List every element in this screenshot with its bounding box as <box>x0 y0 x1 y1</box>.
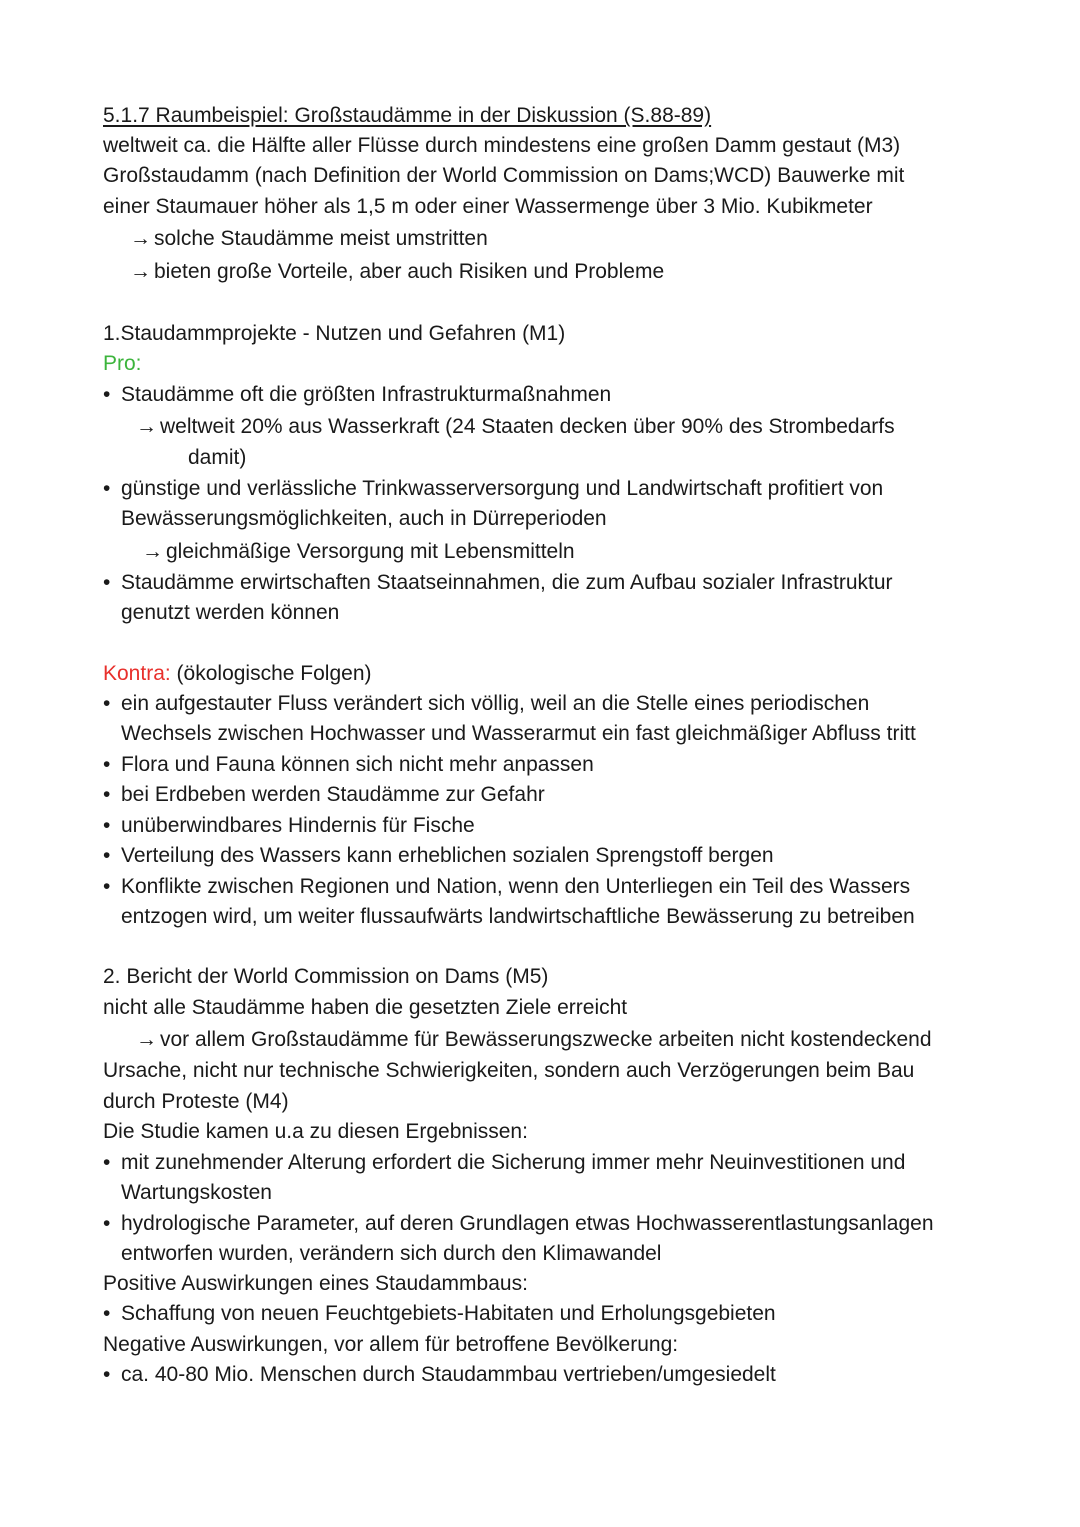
list-item-continuation: Wartungskosten <box>121 1181 272 1204</box>
text-line: nicht alle Staudämme haben die gesetzten Ziele erreicht <box>103 996 628 1019</box>
bullet-icon: • <box>103 814 111 837</box>
list-item-continuation: damit) <box>188 446 247 469</box>
arrow-line: → gleichmäßige Versorgung mit Lebensmitteln <box>142 540 575 563</box>
list-item: • Verteilung des Wassers kann erheblichen sozialen Sprengstoff bergen <box>103 844 774 867</box>
bullet-icon: • <box>103 875 111 898</box>
bullet-icon: • <box>103 692 111 715</box>
list-item: • Konflikte zwischen Regionen und Nation, wenn den Unterliegen ein Teil des Wassers <box>103 875 911 898</box>
arrow-icon: → <box>136 1028 157 1051</box>
list-item: • Staudämme erwirtschaften Staatseinnahmen, die zum Aufbau sozialer Infrastruktur <box>103 571 893 594</box>
list-item-continuation: genutzt werden können <box>121 601 340 624</box>
list-item: • unüberwindbares Hindernis für Fische <box>103 814 475 837</box>
arrow-line: → weltweit 20% aus Wasserkraft (24 Staaten decken über 90% des Strombedarfs <box>136 415 895 438</box>
kontra-heading: Kontra: (ökologische Folgen) <box>103 662 372 685</box>
section-heading: 5.1.7 Raumbeispiel: Großstaudämme in der Diskussion (S.88-89) <box>103 104 712 127</box>
list-item: • Flora und Fauna können sich nicht mehr anpassen <box>103 753 594 776</box>
text-line: durch Proteste (M4) <box>103 1090 289 1113</box>
arrow-icon: → <box>130 260 151 283</box>
intro-line: weltweit ca. die Hälfte aller Flüsse durch mindestens eine großen Damm gestaut (M3) <box>103 134 901 157</box>
section-title: 1.Staudammprojekte - Nutzen und Gefahren (M1) <box>103 322 566 345</box>
kontra-label: Kontra: <box>103 662 171 685</box>
pro-label: Pro: <box>103 352 142 375</box>
text-line: Die Studie kamen u.a zu diesen Ergebnissen: <box>103 1120 528 1143</box>
arrow-icon: → <box>136 415 157 438</box>
list-item: • ca. 40-80 Mio. Menschen durch Staudammbau vertrieben/umgesiedelt <box>103 1363 776 1386</box>
list-item-continuation: Bewässerungsmöglichkeiten, auch in Dürreperioden <box>121 507 607 530</box>
list-item-continuation: Wechsels zwischen Hochwasser und Wasserarmut ein fast gleichmäßiger Abfluss tritt <box>121 722 916 745</box>
bullet-icon: • <box>103 1363 111 1386</box>
bullet-icon: • <box>103 783 111 806</box>
bullet-icon: • <box>103 1302 111 1325</box>
text-line: Positive Auswirkungen eines Staudammbaus: <box>103 1272 528 1295</box>
list-item: • ein aufgestauter Fluss verändert sich völlig, weil an die Stelle eines periodischen <box>103 692 870 715</box>
list-item: • mit zunehmender Alterung erfordert die Sicherung immer mehr Neuinvestitionen und <box>103 1151 906 1174</box>
list-item: • Staudämme oft die größten Infrastrukturmaßnahmen <box>103 383 612 406</box>
list-item-continuation: entworfen wurden, verändern sich durch den Klimawandel <box>121 1242 662 1265</box>
arrow-icon: → <box>142 540 163 563</box>
bullet-icon: • <box>103 383 111 406</box>
arrow-icon: → <box>130 227 151 250</box>
arrow-line: → bieten große Vorteile, aber auch Risiken und Probleme <box>130 260 665 283</box>
bullet-icon: • <box>103 1151 111 1174</box>
list-item: • hydrologische Parameter, auf deren Grundlagen etwas Hochwasserentlastungsanlagen <box>103 1212 934 1235</box>
bullet-icon: • <box>103 753 111 776</box>
arrow-line: → vor allem Großstaudämme für Bewässerungszwecke arbeiten nicht kostendeckend <box>136 1028 932 1051</box>
list-item: • Schaffung von neuen Feuchtgebiets-Habitaten und Erholungsgebieten <box>103 1302 776 1325</box>
text-line: Ursache, nicht nur technische Schwierigkeiten, sondern auch Verzögerungen beim Bau <box>103 1059 915 1082</box>
bullet-icon: • <box>103 844 111 867</box>
text-line: Negative Auswirkungen, vor allem für betroffene Bevölkerung: <box>103 1333 679 1356</box>
section-title: 2. Bericht der World Commission on Dams (M5) <box>103 965 549 988</box>
list-item: • günstige und verlässliche Trinkwasserversorgung und Landwirtschaft profitiert von <box>103 477 884 500</box>
intro-line: einer Staumauer höher als 1,5 m oder einer Wassermenge über 3 Mio. Kubikmeter <box>103 195 873 218</box>
list-item-continuation: entzogen wird, um weiter flussaufwärts landwirtschaftliche Bewässerung zu betreiben <box>121 905 915 928</box>
bullet-icon: • <box>103 1212 111 1235</box>
bullet-icon: • <box>103 477 111 500</box>
arrow-line: → solche Staudämme meist umstritten <box>130 227 488 250</box>
list-item: • bei Erdbeben werden Staudämme zur Gefahr <box>103 783 545 806</box>
intro-line: Großstaudamm (nach Definition der World Commission on Dams;WCD) Bauwerke mit <box>103 164 905 187</box>
bullet-icon: • <box>103 571 111 594</box>
